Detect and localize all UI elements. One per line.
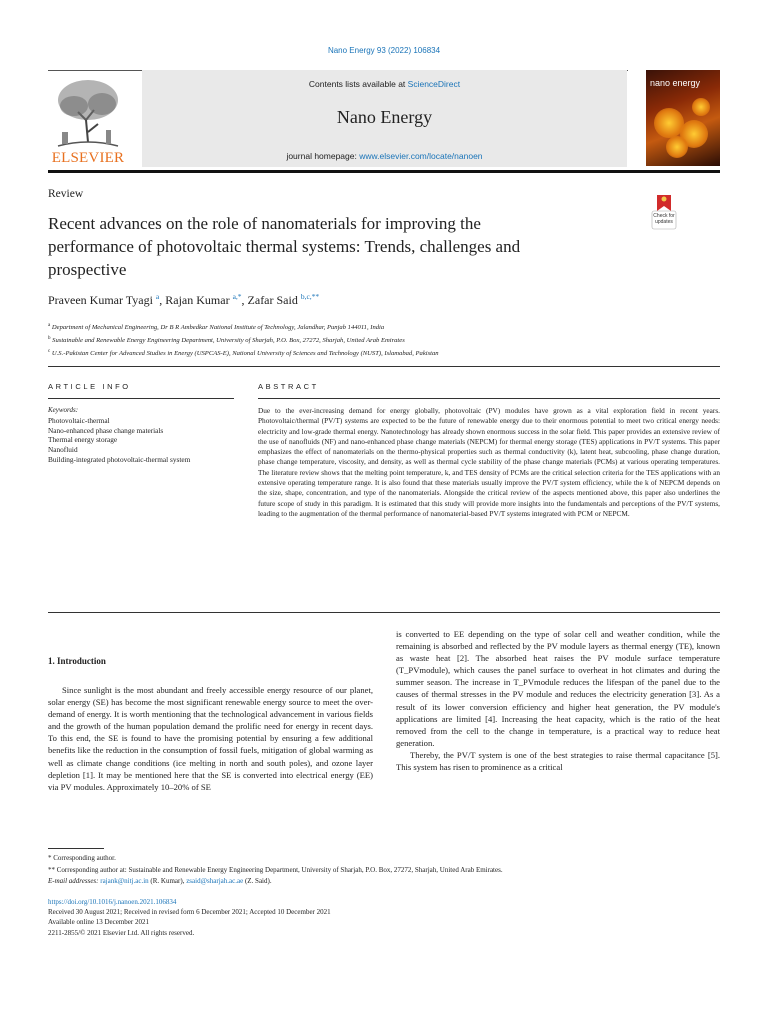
doi-link[interactable]: https://doi.org/10.1016/j.nanoen.2021.106834 [48, 898, 177, 906]
journal-citation[interactable]: Nano Energy 93 (2022) 106834 [327, 46, 441, 55]
intro-paragraph: is converted to EE depending on the type of solar cell and weather condition, while the remaining is absorbed and reflected by the PV module layers as thermal energy (TE), known as waste heat [2]. The absorbed heat raises the PV module surface temperature (T_PVmodule), which causes the panel surface to overheat in hot climates and during the summer season. The increase in T_PVmodule reduces the lifespan of the panel due to the causes of thermal stresses in the PV module and reduces the electricity generation [3]. As a result of its lower conversion efficiency and higher heat generation, the PV module's applications are limited [4]. Increasing the heat capacity, which is the ratio of the heat removed from the cell to the change in temperature, is a practical way to reduce heat generation. [396, 629, 720, 748]
affiliation-item: $^a$ Department of Mechanical Engineering, Dr B R Ambedkar National Institute of Technology, Jalandhar, Punjab 144011, India [48, 323, 385, 332]
article-info-rule [48, 398, 234, 399]
journal-cover-image[interactable] [646, 70, 720, 166]
abstract-bottom-rule [48, 612, 720, 613]
keywords-label: Keywords: [48, 406, 79, 414]
author-name[interactable]: Zafar Said [247, 293, 298, 307]
contents-available-line: Contents lists available at ScienceDirect [308, 79, 461, 89]
available-online: Available online 13 December 2021 [48, 918, 149, 927]
author-affil-marker[interactable]: b,c,** [300, 292, 320, 301]
copyright-line: 2211-2855/© 2021 Elsevier Ltd. All rights reserved. [48, 928, 195, 937]
keyword-item: Photovoltaic-thermal [48, 416, 110, 425]
article-metadata [48, 897, 728, 938]
article-type: Review [48, 188, 84, 200]
check-for-updates-icon[interactable] [646, 193, 682, 231]
keyword-item: Building-integrated photovoltaic-thermal system [48, 454, 191, 464]
journal-homepage-link[interactable]: www.elsevier.com/locate/nanoen [359, 151, 483, 161]
footnote-item: * Corresponding author. [48, 854, 116, 862]
check-for-updates-label: Check for updates [653, 213, 675, 225]
abstract-text: Due to the ever-increasing demand for energy globally, photovoltaic (PV) modules have grown as a vital exploration field in recent years. Photovoltaic/thermal (PV/T) systems are expected to be the future of renewable energy due to their enormous potential to meet two critical energy needs: electricity and low-grade thermal energy. Nanotechnology has already shown enormous success in the solar field. This paper provides an extensive review of the use of nanofluids (NF) and nano-enhanced phase change materials (NEPCM) for thermal energy storage (TES) applications in PV/T systems. This paper emphasizes the effect of nanomaterials on the thermo-physical properties such as thermal conductivity (k), latent heat, subcooling, phase change duration, phase change temperature, viscosity, and density, as well as thermal cycle stability of the phase change materials (PCMs) at various operating temperatures. The literature review shows that the melting point temperature, k, and TES density of PCMs are the critical selection criteria for the TES applications with an extensive operating temperature range. It is also found that these materials usually improve the PV/T system efficiency, while the k of NEPCM depends on the size, shape, concentration, and type of the nanomaterials. Alongside the critical review of the aspects mentioned above, this paper also underlines the future scope of study in this paradigm. It is estimated that this study will provide more insights into the fundamentals and perceptions of the PV/T systems, leading to the augmentation of the thermal performance of nanomaterial-based PV/T systems integrated with PCM or NEPCM. [258, 406, 720, 518]
author-affil-marker[interactable]: a [155, 292, 160, 301]
email-link[interactable]: rajank@nitj.ac.in [100, 877, 149, 886]
affiliations [48, 320, 728, 360]
intro-right-column [396, 628, 720, 773]
introduction-heading: 1. Introduction [48, 656, 106, 666]
keywords-list [48, 416, 233, 465]
abstract-heading: ABSTRACT [258, 382, 319, 391]
abstract-rule [258, 398, 720, 399]
journal-title: Nano Energy [336, 107, 433, 127]
footnote-item: ** Corresponding author at: Sustainable and Renewable Energy Engineering Department, University of Sharjah, P.O. Box, 27272, Sharjah, United Arab Emirates. [48, 865, 503, 874]
keyword-item: Nano-enhanced phase change materials [48, 425, 164, 435]
journal-homepage-line: journal homepage: www.elsevier.com/locate/nanoen [286, 151, 483, 161]
email-footnote: E-mail addresses: rajank@nitj.ac.in (R. Kumar), zsaid@sharjah.ac.ae (Z. Said). [48, 877, 272, 886]
sciencedirect-link[interactable]: ScienceDirect [407, 79, 461, 89]
article-info-heading: ARTICLE INFO [48, 382, 131, 391]
header-bottom-rule [48, 170, 720, 173]
footnote-rule [48, 848, 104, 849]
elsevier-wordmark: ELSEVIER [51, 150, 125, 166]
intro-left-column: Since sunlight is the most abundant and freely accessible energy resource of our planet, solar energy (SE) has become the most significant renewable energy source to meet the over-demand of energy. It is worth mentioning that the technological advancement in various fields and the growth of the human population demand the prolific need for energy in recent days. To this end, the SE is found to have the promising potential by ensuring a few additional benefits like the reduction in the consumption of fossil fuels, mitigation of global warming as well as climate change conditions (ice melting in north and south poles), and ozone layer depletion [1]. It may be mentioned here that the SE is converted into electrical energy (EE) via PV modules. Approximately 10–20% of SE [48, 685, 373, 792]
keyword-item: Nanofluid [48, 445, 78, 455]
footnotes [48, 853, 728, 888]
keyword-item: Thermal energy storage [48, 435, 118, 445]
affiliation-item: $^b$ Sustainable and Renewable Energy Engineering Department, University of Sharjah, P.O. Box, 27272, Sharjah, United Arab Emirates [48, 336, 405, 345]
author-name[interactable]: Praveen Kumar Tyagi [48, 293, 153, 307]
cover-title: nano energy [650, 78, 701, 88]
author-affil-marker[interactable]: a,* [232, 292, 242, 301]
affiliation-item: $^c$ U.S.-Pakistan Center for Advanced Studies in Energy (USPCAS-E), National University of Sciences and Technology (NUST), Islamabad, Pakistan [48, 349, 439, 358]
section-divider [48, 366, 720, 367]
author-list: Praveen Kumar Tyagi $^a$, Rajan Kumar $^{a,*}$, Zafar Said $^{b,c,**}$ [48, 292, 320, 307]
author-name[interactable]: Rajan Kumar [165, 293, 230, 307]
article-title: Recent advances on the role of nanomaterials for improving the performance of photovoltaic thermal systems: Trends, challenges and prospective [48, 214, 521, 279]
email-link[interactable]: zsaid@sharjah.ac.ae [186, 877, 244, 886]
received-dates: Received 30 August 2021; Received in revised form 6 December 2021; Accepted 10 December 2021 [48, 908, 331, 917]
intro-paragraph: Thereby, the PV/T system is one of the best strategies to raise thermal capacitance [5]. This system has risen to prominence as a critical [396, 749, 720, 773]
